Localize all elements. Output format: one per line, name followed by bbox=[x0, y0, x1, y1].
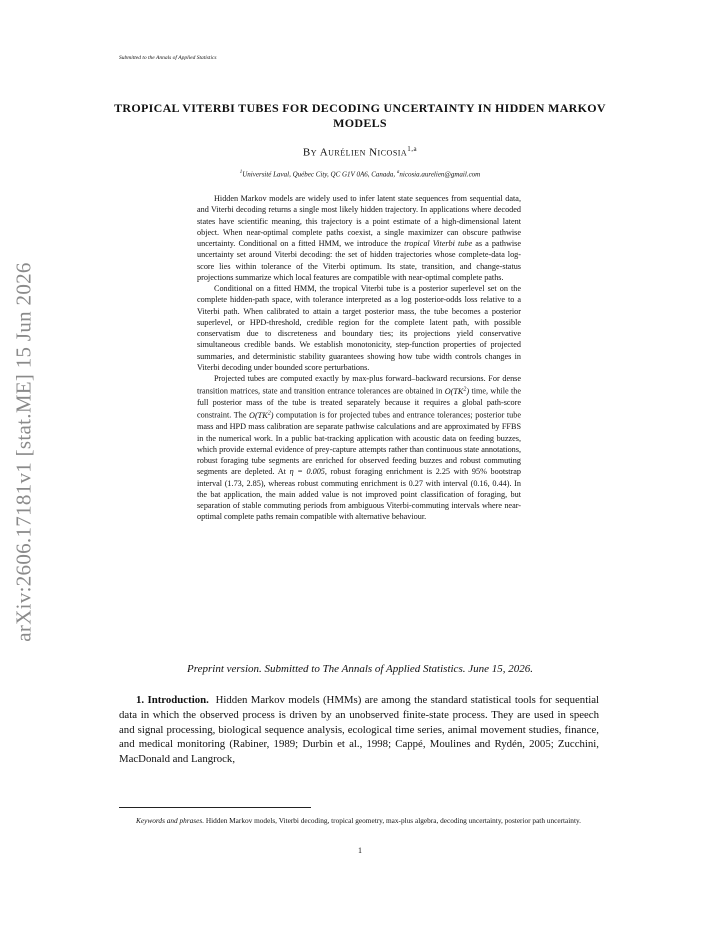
keywords-paragraph bbox=[119, 816, 599, 826]
page-number: 1 bbox=[358, 846, 362, 855]
abstract-p3-text-b: time, while the full posterior mass of the tube is treated separately because it requires a global path-score constraint. The bbox=[197, 386, 521, 421]
abstract-paragraph-3 bbox=[197, 373, 521, 523]
abstract-p3-text-c: computation is for projected tubes and entrance tolerances; posterior tube mass and HPD mass calibration are separate pathwise calculations and are approximated by FFBS in the numerical work. In a public bat-tracking application with acoustic data on feeding buzzes, which provide external evidence of prey-capture attempts rather than continuous state annotations, robust foraging tube segments are enriched for observed feeding buzzes and robust commuting segments are depleted. At bbox=[197, 411, 521, 477]
introduction-paragraph bbox=[119, 693, 599, 767]
abstract-p1-text-b: as a pathwise uncertainty set around Viterbi decoding: the set of hidden trajectories whose complete-data log-score lies within tolerance of the Viterbi optimum. Its state, transition, and change-status projections summarize which local features are compatible with near-optimal complete paths. bbox=[197, 239, 522, 282]
keywords-footnote bbox=[119, 816, 599, 826]
abstract-paragraph-2: Conditional on a fitted HMM, the tropical Viterbi tube is a posterior superlevel set on the complete hidden-path space, with tolerance interpreted as a log posterior-odds loss relative to a Viterbi path. When calibrated to attain a target posterior mass, the tube becomes a posterior superlevel, or HPD-threshold, credible region for the complete latent path, with possible conservatism due to discreteness and boundary ties; its projections yield conservative simultaneous credible bands. We establish monotonicity, step-function properties of projected summaries, and deterministic stability guarantees showing how tube width controls changes in Viterbi decoding under bounded score perturbations. bbox=[197, 284, 521, 372]
abstract-p1-emphasis: tropical Viterbi tube bbox=[404, 239, 473, 248]
footnote-divider bbox=[119, 807, 311, 808]
complexity-formula-2: $O(TK^2)$ bbox=[249, 410, 274, 421]
email-marker: a bbox=[396, 170, 400, 175]
author-superscript: 1,a bbox=[407, 145, 418, 153]
abstract bbox=[197, 193, 521, 523]
author-name: Aurélien Nicosia bbox=[319, 146, 408, 159]
abstract-p3-text-a: Projected tubes are computed exactly by max-plus forward–backward recursions. For dense transition matrices, state and transition entrance tolerances are obtained in bbox=[197, 374, 521, 396]
author-email[interactable]: nicosia.aurelien@gmail.com bbox=[399, 170, 481, 179]
arxiv-identifier: arXiv:2606.17181v1 [stat.ME] 15 Jun 2026 bbox=[11, 262, 36, 642]
abstract-p1-text-a: Hidden Markov models are widely used to infer latent state sequences from sequential data, and Viterbi decoding returns a single most likely hidden trajectory. In applications where decoded states have scientific meaning, this trajectory is a point estimate of a high-dimensional latent object. When near-optimal complete paths coexist, a single maximizer can obscure pathwise uncertainty. Conditional on a fitted HMM, we introduce the bbox=[197, 194, 521, 248]
tolerance-value: η = 0.005 bbox=[289, 467, 325, 477]
arxiv-sidebar bbox=[4, 252, 44, 652]
author-prefix: By bbox=[302, 146, 320, 159]
paper-title: TROPICAL VITERBI TUBES FOR DECODING UNCERTAINTY IN HIDDEN MARKOV MODELS bbox=[114, 101, 606, 130]
author-line bbox=[110, 145, 610, 159]
abstract-paragraph-1 bbox=[197, 193, 521, 283]
affiliation bbox=[110, 170, 610, 178]
introduction-text: Hidden Markov models (HMMs) are among the standard statistical tools for sequential data in which the observed process is driven by an unobserved finite-state process. They are used in speech and signal processing, biological sequence analysis, ecological time series, animal movement studies, finance, and medical monitoring (Rabiner, 1989; Durbin et al., 1998; Cappé, Moulines and Rydén, 2005; Zucchini, MacDonald and Langrock, bbox=[119, 694, 599, 766]
preprint-note: Preprint version. Submitted to The Annals of Applied Statistics. June 15, 2026. bbox=[187, 663, 533, 675]
complexity-formula-1: $O(TK^2)$ bbox=[444, 386, 470, 396]
keywords-label: Keywords and phrases. bbox=[136, 816, 205, 825]
running-head: Submitted to the Annals of Applied Statistics bbox=[119, 55, 217, 61]
affiliation-institution: Université Laval, Québec City, QC G1V 0A6, Canada, bbox=[242, 170, 397, 179]
affiliation-marker: 1 bbox=[239, 170, 243, 175]
section-heading: 1. Introduction. bbox=[136, 694, 209, 706]
introduction-section bbox=[119, 693, 599, 767]
abstract-p3-text-d: , robust foraging enrichment is 2.25 with 95% bootstrap interval (1.73, 2.85), whereas robust commuting enrichment is 0.27 with interval (0.16, 0.44). In the bat application, the main added value is not improved point classification of foraging, but separation of stable commuting periods from ambiguous Viterbi-commuting intervals where near-optimal complete paths remain compatible with alternative behaviour. bbox=[197, 467, 522, 522]
keywords-text: Hidden Markov models, Viterbi decoding, tropical geometry, max-plus algebra, decoding uncertainty, posterior path uncertainty. bbox=[204, 816, 581, 825]
